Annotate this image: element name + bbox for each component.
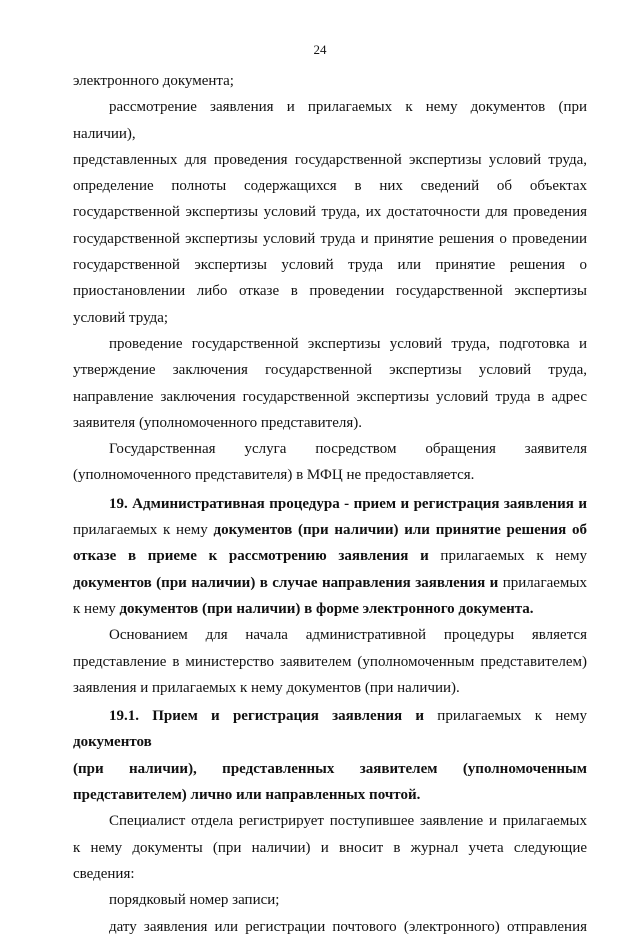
subsection-heading-line: (при наличии), представленных заявителем (уполномоченным (73, 760, 587, 777)
text-line: направление заключения государственной экспертизы условий труда в адрес (73, 388, 587, 405)
text-line: государственной экспертизы условий труда и принятие решения о проведении (73, 230, 587, 247)
text-line: государственной экспертизы условий труда или принятие решения о (73, 257, 587, 274)
text-line: заявления и прилагаемых к нему документов (при наличии). (73, 679, 460, 696)
text-line: электронного документа; (73, 73, 234, 89)
text-line: к нему документы (при наличии) и вносит в журнал учета следующие сведения: (73, 839, 587, 882)
text-line: порядковый номер записи; (109, 892, 280, 909)
text-line: рассмотрение заявления и прилагаемых к нему документов (при наличии), (73, 99, 587, 142)
text-line: представленных для проведения государственной экспертизы условий труда, (73, 151, 587, 168)
text-line: Основанием для начала административной процедуры является (109, 627, 587, 644)
text-line: к нему документов (при наличии) в форме электронного документа. (73, 600, 534, 617)
page-number: 24 (313, 42, 327, 57)
text-line: отказе в приеме к рассмотрению заявления и прилагаемых к нему (73, 548, 587, 565)
document-body (73, 68, 587, 940)
subsection-heading-line: представителем) лично или направленных почтой. (73, 787, 421, 804)
subsection-heading-line: 19.1. Прием и регистрация заявления и прилагаемых к нему документов (73, 708, 587, 751)
text-line: определение полноты содержащихся в них сведений об объектах (73, 178, 587, 195)
text-line: документов (при наличии) в случае направления заявления и прилагаемых (73, 574, 587, 591)
text-line: заявителя (уполномоченного представителя). (73, 414, 363, 431)
text-line: (уполномоченного представителя) в МФЦ не предоставляется. (73, 467, 475, 484)
text-line: Государственная услуга посредством обращения заявителя (109, 441, 587, 458)
text-line: условий труда; (73, 309, 169, 326)
text-line: государственной экспертизы условий труда, их достаточности для проведения (73, 204, 587, 221)
text-line: утверждение заключения государственной экспертизы условий труда, (73, 362, 587, 379)
text-line: дату заявления или регистрации почтового (электронного) отправления (109, 918, 587, 935)
text-line: представление в министерство заявителем (уполномоченным представителем) (73, 653, 587, 670)
text-line: проведение государственной экспертизы условий труда, подготовка и (109, 335, 587, 352)
text-line: прилагаемых к нему документов (при наличии) или принятие решения об (73, 522, 587, 539)
text-line: приостановлении либо отказе в проведении государственной экспертизы (73, 283, 587, 300)
text-line: Специалист отдела регистрирует поступившее заявление и прилагаемых (109, 813, 587, 830)
section-heading-line: 19. Административная процедура - прием и регистрация заявления и (109, 495, 587, 512)
